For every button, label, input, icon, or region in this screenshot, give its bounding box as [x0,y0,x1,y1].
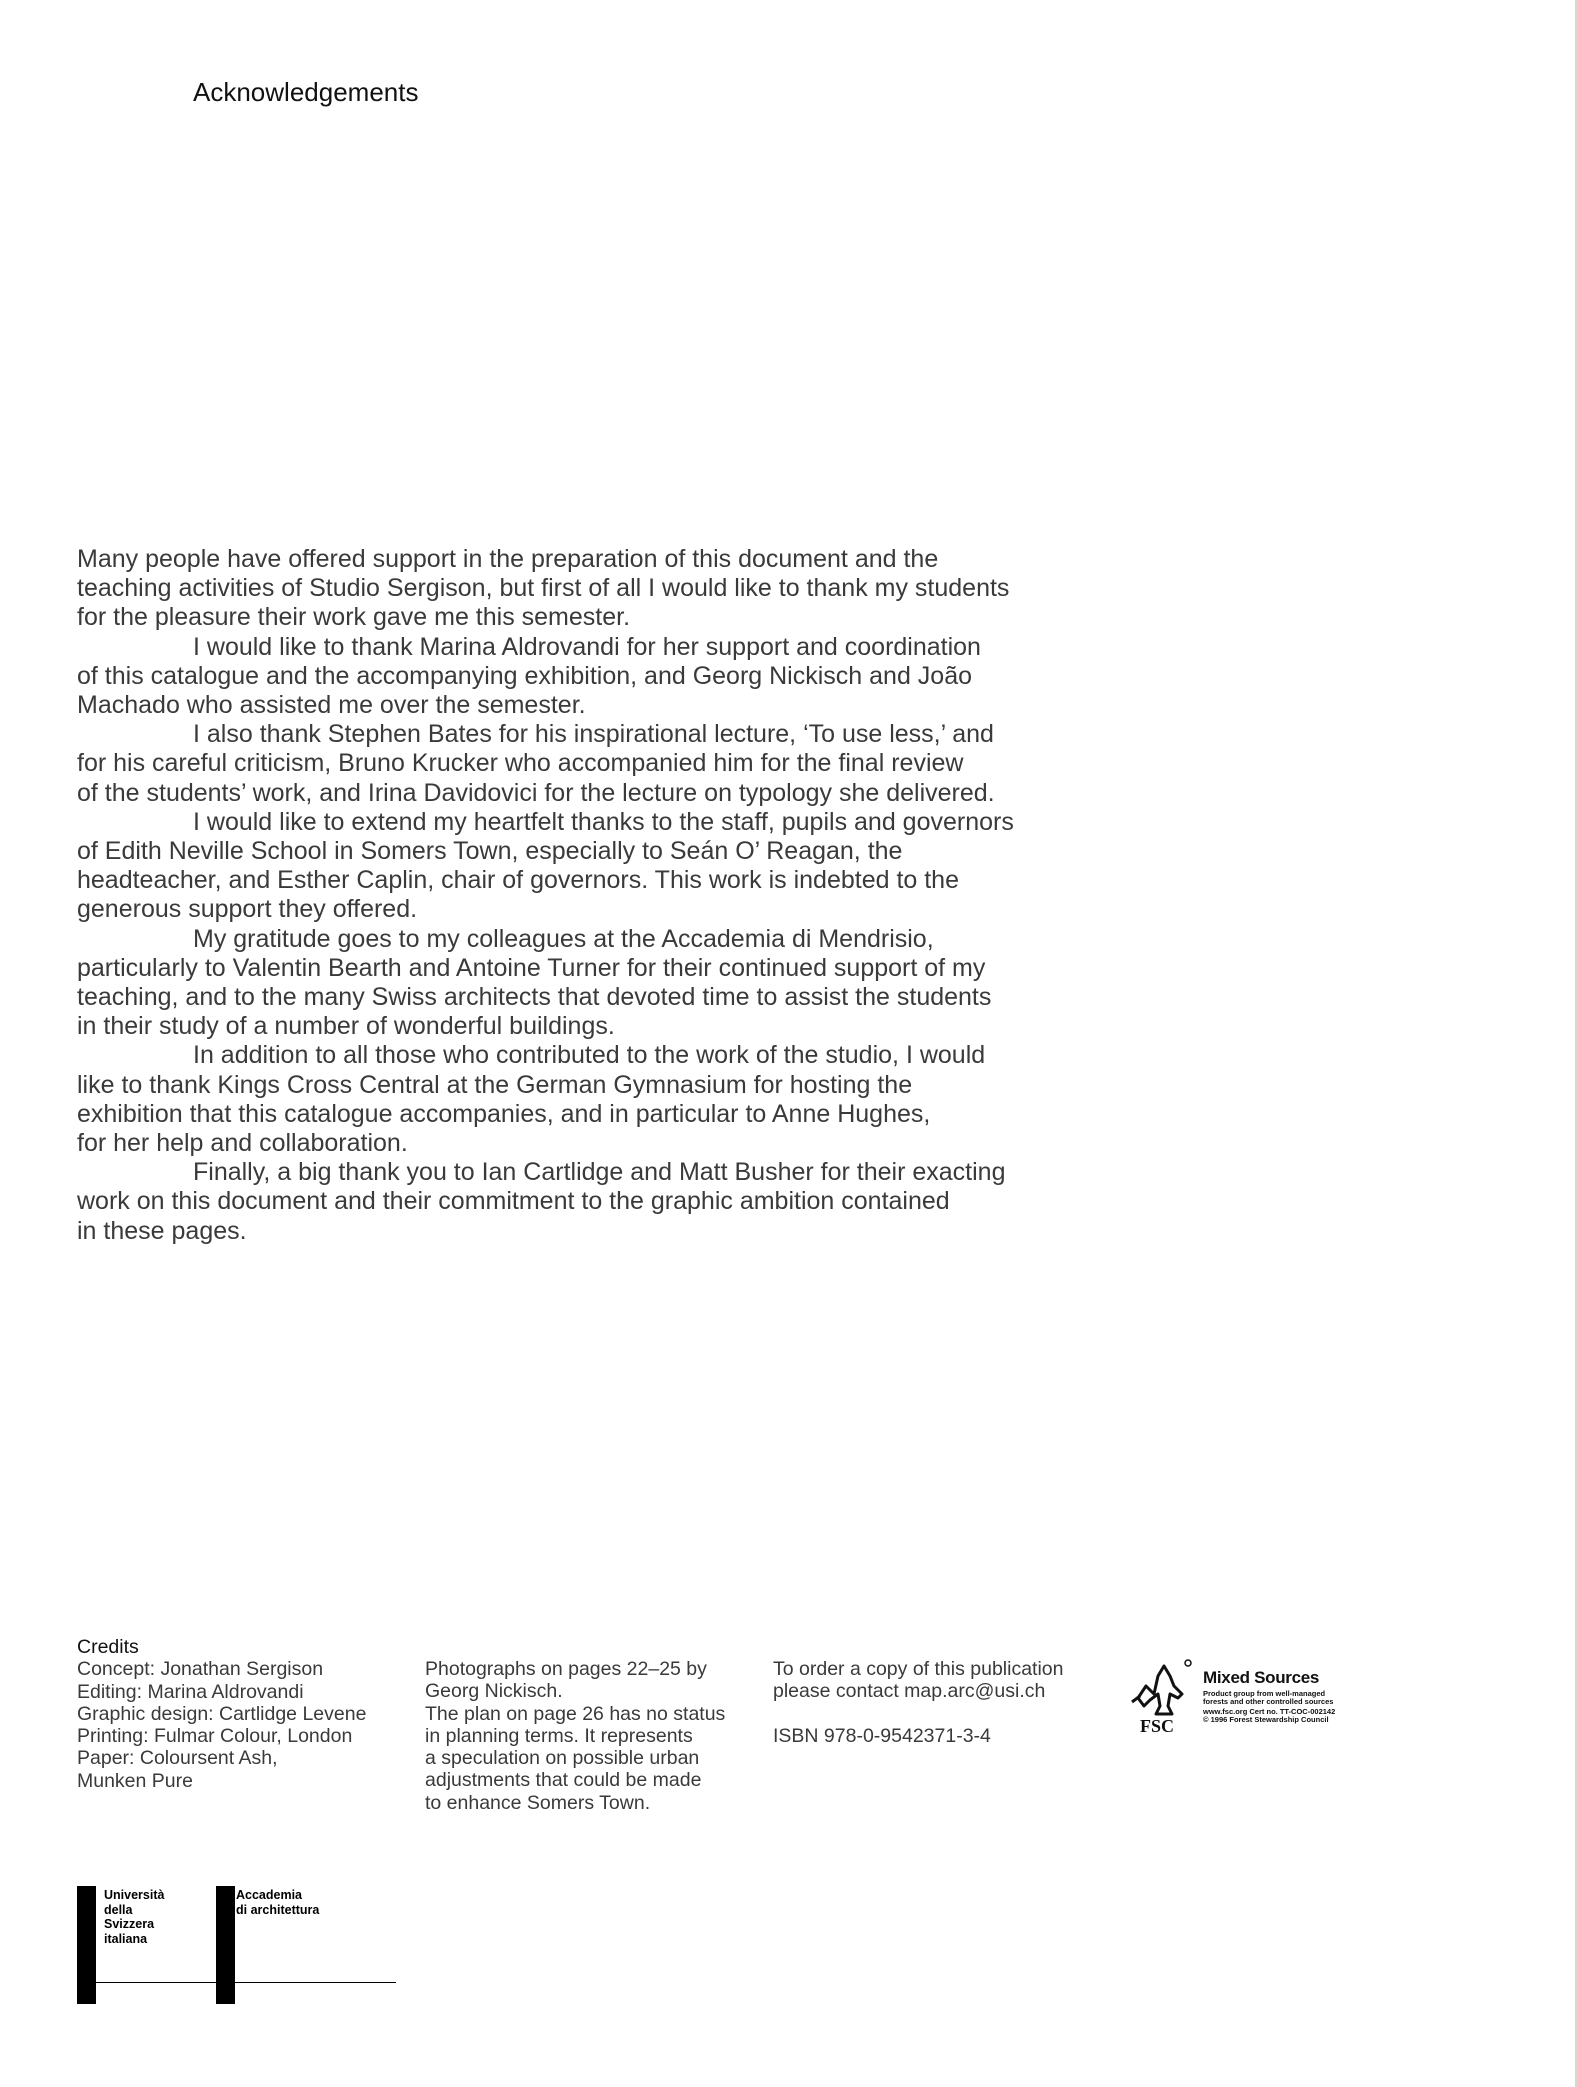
fsc-mark: FSC [1140,1716,1175,1736]
body-line: like to thank Kings Cross Central at the German Gymnasium for hosting the [77,1070,913,1099]
photo-note-line: Photographs on pages 22–25 by [425,1658,707,1680]
body-line: particularly to Valentin Bearth and Antoine Turner for their continued support of my [77,953,986,982]
credits-line: Printing: Fulmar Colour, London [77,1725,353,1748]
body-line: for his careful criticism, Bruno Krucker who accompanied him for the final review [77,749,964,778]
body-line: teaching activities of Studio Sergison, but first of all I would like to thank my students [77,574,1010,603]
usi-logo-text [104,1888,164,1946]
body-line: In addition to all those who contributed to the work of the studio, I would [193,1041,986,1070]
order-column [773,1658,1064,1747]
body-line: My gratitude goes to my colleagues at the Accademia di Mendrisio, [193,924,934,953]
photo-notes-column [425,1658,725,1814]
body-line: in their study of a number of wonderful buildings. [77,1012,615,1041]
usi-logo-line: Università [104,1888,165,1902]
body-line: Many people have offered support in the preparation of this document and the [77,545,939,573]
photo-note-line: The plan on page 26 has no status [425,1702,726,1725]
fsc-label [1128,1658,1378,1738]
body-line: I would like to thank Marina Aldrovandi for her support and coordination [193,632,981,661]
page-title: Acknowledgements [193,77,419,107]
credits-line: Paper: Coloursent Ash, [77,1747,278,1770]
body-paragraph [77,808,1117,925]
fsc-fine-print: forests and other controlled sources [1203,1697,1334,1706]
body-line: exhibition that this catalogue accompanies, and in particular to Anne Hughes, [77,1099,931,1128]
body-paragraph [77,720,1117,808]
body-line: Machado who assisted me over the semester. [77,691,586,720]
usi-logo-bar [77,1886,96,2004]
accademia-logo-line: di architettura [236,1902,320,1917]
fsc-fine-print: www.fsc.org Cert no. TT-COC-002142 [1203,1707,1336,1716]
body-line: work on this document and their commitment to the graphic ambition contained [77,1187,950,1216]
fsc-title: Mixed Sources [1203,1668,1320,1687]
body-paragraph [77,925,1117,1042]
fsc-tree-icon [1128,1658,1200,1720]
accademia-logo-bar [216,1886,235,2004]
credits-line: Munken Pure [77,1769,193,1792]
body-line: Finally, a big thank you to Ian Cartlidge and Matt Busher for their exacting [193,1158,1006,1187]
photo-note-line: Georg Nickisch. [425,1680,563,1703]
fsc-fine-print: Product group from well-managed [1203,1689,1326,1698]
body-line: of Edith Neville School in Somers Town, especially to Seán O’ Reagan, the [77,837,903,866]
credits-title: Credits [77,1636,139,1658]
body-line: of the students’ work, and Irina Davidovici for the lecture on typology she delivered. [77,778,995,807]
body-paragraph [77,545,1117,633]
body-paragraph [77,1041,1117,1158]
credits-column [77,1636,366,1792]
isbn: ISBN 978-0-9542371-3-4 [773,1724,991,1747]
body-paragraph [77,633,1117,721]
credits-line: Editing: Marina Aldrovandi [77,1680,304,1703]
body-line: for the pleasure their work gave me this semester. [77,603,631,632]
usi-logo-line: della [104,1902,133,1917]
credits-line: Graphic design: Cartlidge Levene [77,1702,367,1725]
body-line: for her help and collaboration. [77,1129,408,1158]
body-line: in these pages. [77,1216,247,1245]
body-line: I also thank Stephen Bates for his inspirational lecture, ‘To use less,’ and [193,720,994,749]
body-line: generous support they offered. [77,895,418,924]
order-line: please contact map.arc@usi.ch [773,1680,1046,1703]
body-line: I would like to extend my heartfelt thanks to the staff, pupils and governors [193,807,1014,836]
accademia-logo-text [236,1888,319,1917]
usi-logo-line: italiana [104,1931,148,1946]
photo-note-line: a speculation on possible urban [425,1747,700,1770]
photo-note-line: adjustments that could be made [425,1769,702,1792]
fsc-fine-print: © 1996 Forest Stewardship Council [1203,1715,1329,1724]
photo-note-line: to enhance Somers Town. [425,1791,651,1814]
acknowledgements-body [77,545,1117,1246]
body-line: headteacher, and Esther Caplin, chair of governors. This work is indebted to the [77,866,959,895]
accademia-logo-line: Accademia [236,1888,303,1902]
body-line: teaching, and to the many Swiss architects that devoted time to assist the students [77,983,992,1012]
usi-logo-line: Svizzera [104,1917,155,1932]
photo-note-line: in planning terms. It represents [425,1724,693,1747]
body-paragraph [77,1158,1117,1246]
logo-rule [77,1982,396,1983]
credits-line: Concept: Jonathan Sergison [77,1658,324,1681]
order-line: To order a copy of this publication [773,1658,1064,1680]
body-line: of this catalogue and the accompanying exhibition, and Georg Nickisch and João [77,661,973,690]
